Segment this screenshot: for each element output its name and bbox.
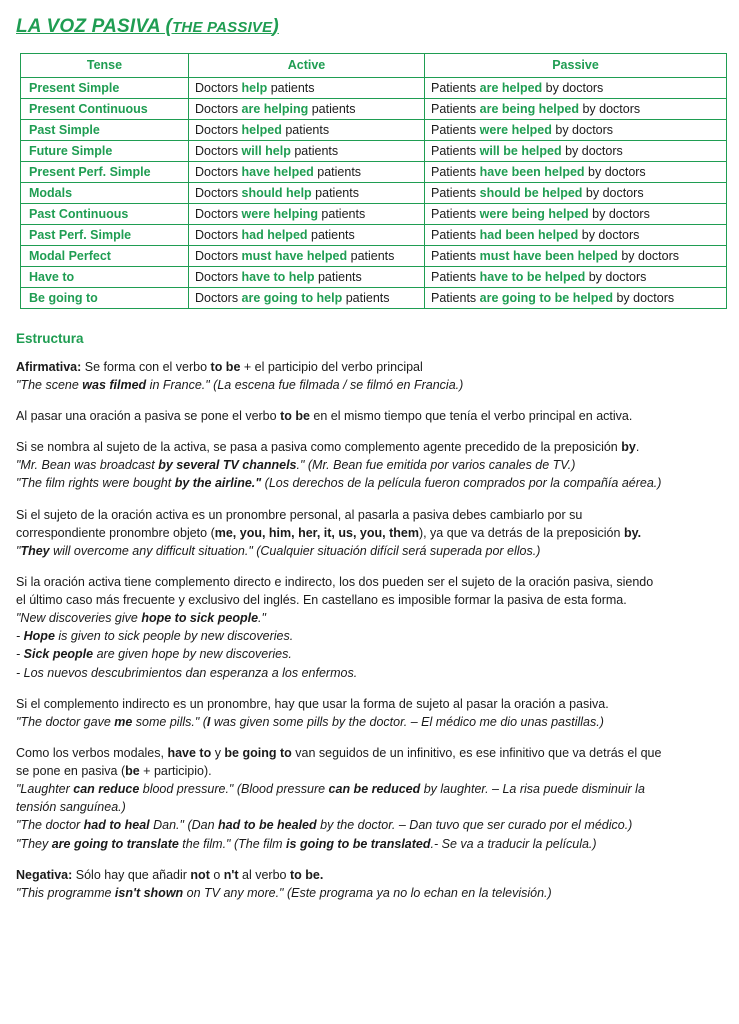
cell-active <box>189 287 425 308</box>
plain-text: by doctors <box>612 290 675 305</box>
emphasis-text: "The scene <box>16 377 83 392</box>
table-row <box>21 266 727 287</box>
plain-text: correspondiente pronombre objeto ( <box>16 525 215 540</box>
plain-text: by doctors <box>617 248 680 263</box>
plain-text: Al pasar una oración a pasiva se pone el verbo <box>16 409 281 424</box>
emphasis-text: Negativa: <box>16 867 73 882</box>
plain-text: by doctors <box>561 143 623 158</box>
plain-text: en el mismo tiempo que tenía el verbo principal en activa. <box>309 409 633 424</box>
paragraph-line <box>16 407 723 425</box>
emphasis-text: be <box>125 764 140 779</box>
paragraph-line <box>16 506 723 524</box>
emphasis-text: can be reduced <box>328 782 421 797</box>
paragraph-block-negativa <box>16 866 723 902</box>
emphasis-text: Sick people <box>23 647 94 662</box>
paragraph-line <box>16 780 723 798</box>
plain-text: by doctors <box>578 227 640 242</box>
page-title-sub: THE PASSIVE <box>172 19 273 36</box>
highlighted-verb: have to help <box>241 269 315 284</box>
paragraph-line <box>16 573 723 591</box>
plain-text: Patients <box>431 80 480 95</box>
table-row <box>21 287 727 308</box>
cell-passive <box>425 98 727 119</box>
emphasis-text: - Los nuevos descubrimientos dan esperanza a los enfermos. <box>16 665 358 680</box>
paragraph-line <box>16 609 723 627</box>
highlighted-verb: were helping <box>241 206 318 221</box>
highlighted-verb: helped <box>241 122 282 137</box>
emphasis-text: had to be healed <box>218 818 317 833</box>
cell-active <box>189 140 425 161</box>
highlighted-verb: should be helped <box>479 185 583 200</box>
plain-text: o <box>209 867 224 882</box>
plain-text: Patients <box>431 122 480 137</box>
highlighted-verb: help <box>241 80 268 95</box>
emphasis-text: - <box>16 647 24 662</box>
cell-passive <box>425 287 727 308</box>
emphasis-text: in France." (La escena fue filmada / se filmó en Francia.) <box>146 377 464 392</box>
emphasis-text: .- Se va a traducir la película.) <box>430 836 597 851</box>
emphasis-text: be going to <box>224 745 292 760</box>
plain-text: Sólo hay que añadir <box>72 867 191 882</box>
cell-passive <box>425 77 727 98</box>
emphasis-text: "Mr. Bean was broadcast <box>16 458 159 473</box>
emphasis-text: me <box>114 714 133 729</box>
plain-text: by doctors <box>584 164 646 179</box>
highlighted-verb: were being helped <box>479 206 589 221</box>
highlighted-verb: are helping <box>241 101 309 116</box>
plain-text: Doctors <box>195 206 242 221</box>
emphasis-text: n't <box>223 867 239 882</box>
plain-text: Como los verbos modales, <box>16 745 168 760</box>
highlighted-verb: must have helped <box>241 248 348 263</box>
paragraph-line <box>16 744 723 762</box>
paragraph-block-complemento-indirecto-pronombre <box>16 695 723 731</box>
highlighted-verb: are going to help <box>241 290 343 305</box>
table-row <box>21 161 727 182</box>
plain-text: y <box>211 745 225 760</box>
plain-text: patients <box>347 248 395 263</box>
paragraph-line <box>16 835 723 853</box>
cell-passive <box>425 203 727 224</box>
plain-text: patients <box>342 290 390 305</box>
emphasis-text: will overcome any difficult situation." (Cualquier situación difícil será superada por ellos.) <box>49 543 541 558</box>
plain-text: + participio). <box>139 764 212 779</box>
plain-text: Si se nombra al sujeto de la activa, se pasa a pasiva como complemento agente precedido de la preposición <box>16 440 622 455</box>
emphasis-text: "New discoveries give <box>16 611 142 626</box>
paragraph-line <box>16 645 723 663</box>
emphasis-text: "Laughter <box>16 782 74 797</box>
plain-text: Patients <box>431 164 480 179</box>
paragraph-line <box>16 474 723 492</box>
paragraph-line <box>16 438 723 456</box>
emphasis-text: Afirmativa: <box>16 359 82 374</box>
plain-text: Patients <box>431 101 480 116</box>
cell-active <box>189 245 425 266</box>
emphasis-text: me, you, him, her, it, us, you, them <box>214 525 419 540</box>
cell-tense: Future Simple <box>21 140 189 161</box>
plain-text: Si el sujeto de la oración activa es un pronombre personal, al pasarla a pasiva debes cambiarlo por su <box>16 507 583 522</box>
emphasis-text: is given to sick people by new discoveries. <box>54 629 294 644</box>
highlighted-verb: are being helped <box>479 101 579 116</box>
paragraph-line <box>16 884 723 902</box>
emphasis-text: "The film rights were bought <box>16 476 175 491</box>
plain-text: Doctors <box>195 290 242 305</box>
emphasis-text: by the doctor. – Dan tuvo que ser curado por el médico.) <box>316 818 633 833</box>
cell-tense: Have to <box>21 266 189 287</box>
emphasis-text: are given hope by new discoveries. <box>93 647 292 662</box>
table-row <box>21 98 727 119</box>
cell-active <box>189 119 425 140</box>
emphasis-text: - <box>16 629 24 644</box>
emphasis-text: Dan." (Dan <box>149 818 219 833</box>
paragraph-block-directo-indirecto <box>16 573 723 682</box>
cell-tense: Present Simple <box>21 77 189 98</box>
column-header-passive: Passive <box>425 53 727 77</box>
highlighted-verb: are going to be helped <box>479 290 613 305</box>
plain-text: Patients <box>431 227 480 242</box>
plain-text: Si la oración activa tiene complemento directo e indirecto, los dos pueden ser el sujeto de la oración pasiva, siendo <box>16 574 654 589</box>
plain-text: by doctors <box>582 185 644 200</box>
plain-text: Se forma con el verbo <box>81 359 211 374</box>
emphasis-text: by. <box>623 525 642 540</box>
section-heading-estructura: Estructura <box>16 330 84 346</box>
plain-text: patients <box>313 164 362 179</box>
paragraph-block-complemento-agente <box>16 438 723 492</box>
cell-active <box>189 77 425 98</box>
cell-tense: Present Continuous <box>21 98 189 119</box>
paragraph-line <box>16 713 723 731</box>
emphasis-text: some pills." ( <box>132 714 207 729</box>
emphasis-text: "They <box>16 836 52 851</box>
plain-text: patients <box>307 227 355 242</box>
plain-text: van seguidos de un infinitivo, es ese infinitivo que va detrás el que <box>291 745 662 760</box>
table-row <box>21 203 727 224</box>
paragraph-line <box>16 866 723 884</box>
paragraph-line <box>16 627 723 645</box>
highlighted-verb: have helped <box>241 164 314 179</box>
emphasis-text: tensión sanguínea.) <box>16 800 126 815</box>
plain-text: el último caso más frecuente y exclusivo del inglés. En castellano es imposible formar la pasiva de esta forma. <box>16 593 627 608</box>
plain-text: Si el complemento indirecto es un pronombre, hay que usar la forma de sujeto al pasar la oración a pasiva. <box>16 696 609 711</box>
paragraph-block-afirmativa <box>16 358 723 394</box>
plain-text: patients <box>317 206 366 221</box>
cell-active <box>189 224 425 245</box>
plain-text: by doctors <box>585 269 647 284</box>
highlighted-verb: should help <box>241 185 312 200</box>
plain-text: by doctors <box>551 122 614 137</box>
highlighted-verb: were helped <box>479 122 552 137</box>
cell-tense: Past Simple <box>21 119 189 140</box>
emphasis-text: "This programme <box>16 885 115 900</box>
plain-text: se pone en pasiva ( <box>16 764 126 779</box>
highlighted-verb: have been helped <box>479 164 585 179</box>
cell-active <box>189 161 425 182</box>
paragraph-line <box>16 524 723 542</box>
emphasis-text: (Los derechos de la película fueron comprados por la compañía aérea.) <box>261 476 662 491</box>
plain-text: Patients <box>431 290 480 305</box>
emphasis-text: by several TV channels <box>158 458 297 473</box>
table-row <box>21 119 727 140</box>
table-row <box>21 182 727 203</box>
paragraph-block-mismo-tiempo <box>16 407 723 425</box>
emphasis-text: is going to be translated <box>286 836 431 851</box>
page-title-main: LA VOZ PASIVA ( <box>16 16 173 37</box>
plain-text: patients <box>314 269 362 284</box>
emphasis-text: to be <box>210 359 241 374</box>
plain-text: + el participio del verbo principal <box>240 359 423 374</box>
paragraph-line <box>16 762 723 780</box>
cell-active <box>189 182 425 203</box>
emphasis-text: have to <box>167 745 212 760</box>
emphasis-text: not <box>190 867 210 882</box>
emphasis-text: blood pressure." (Blood pressure <box>139 782 329 797</box>
emphasis-text: They <box>20 543 50 558</box>
plain-text: Patients <box>431 248 480 263</box>
highlighted-verb: will be helped <box>479 143 562 158</box>
plain-text: Doctors <box>195 269 242 284</box>
highlighted-verb: must have been helped <box>479 248 618 263</box>
emphasis-text: ." <box>258 611 266 626</box>
plain-text: by doctors <box>588 206 650 221</box>
plain-text: Patients <box>431 206 480 221</box>
emphasis-text: hope to sick people <box>141 611 259 626</box>
plain-text: Doctors <box>195 248 242 263</box>
plain-text: Doctors <box>195 143 242 158</box>
emphasis-text: by <box>621 440 636 455</box>
cell-active <box>189 98 425 119</box>
plain-text: by doctors <box>578 101 641 116</box>
emphasis-text: I <box>206 714 211 729</box>
cell-tense: Past Continuous <box>21 203 189 224</box>
plain-text: ), ya que va detrás de la preposición <box>418 525 624 540</box>
plain-text: Doctors <box>195 101 242 116</box>
table-row <box>21 140 727 161</box>
table-row <box>21 77 727 98</box>
cell-tense: Modals <box>21 182 189 203</box>
cell-passive <box>425 119 727 140</box>
plain-text: . <box>635 440 640 455</box>
emphasis-text: " <box>16 543 21 558</box>
emphasis-text: had to heal <box>83 818 150 833</box>
highlighted-verb: have to be helped <box>479 269 586 284</box>
plain-text: Doctors <box>195 185 242 200</box>
plain-text: patients <box>281 122 330 137</box>
emphasis-text: "The doctor gave <box>16 714 115 729</box>
cell-passive <box>425 224 727 245</box>
emphasis-text: was filmed <box>82 377 147 392</box>
cell-passive <box>425 161 727 182</box>
paragraph-line <box>16 695 723 713</box>
cell-active <box>189 266 425 287</box>
emphasis-text: are going to translate <box>51 836 179 851</box>
emphasis-text: to be. <box>289 867 324 882</box>
estructura-content <box>16 358 723 902</box>
emphasis-text: by laughter. – La risa puede disminuir la <box>420 782 645 797</box>
plain-text: patients <box>308 101 356 116</box>
emphasis-text: the film." (The film <box>178 836 287 851</box>
cell-tense: Modal Perfect <box>21 245 189 266</box>
highlighted-verb: had been helped <box>479 227 579 242</box>
cell-tense: Past Perf. Simple <box>21 224 189 245</box>
paragraph-line <box>16 798 723 816</box>
paragraph-block-modales <box>16 744 723 853</box>
paragraph-line <box>16 358 723 376</box>
paragraph-line <box>16 591 723 609</box>
emphasis-text: on TV any more." (Este programa ya no lo echan en la televisión.) <box>183 885 552 900</box>
page-title-close: ) <box>272 16 279 37</box>
cell-tense: Present Perf. Simple <box>21 161 189 182</box>
plain-text: al verbo <box>238 867 290 882</box>
highlighted-verb: are helped <box>479 80 543 95</box>
plain-text: Patients <box>431 269 480 284</box>
page-title <box>16 16 723 39</box>
plain-text: by doctors <box>542 80 604 95</box>
plain-text: patients <box>290 143 339 158</box>
table-row <box>21 245 727 266</box>
paragraph-line <box>16 816 723 834</box>
table-header-row <box>21 53 727 77</box>
cell-passive <box>425 140 727 161</box>
table-row <box>21 224 727 245</box>
paragraph-line <box>16 664 723 682</box>
paragraph-line <box>16 456 723 474</box>
emphasis-text: isn't shown <box>114 885 184 900</box>
plain-text: Patients <box>431 185 480 200</box>
plain-text: patients <box>267 80 315 95</box>
emphasis-text: was given some pills by the doctor. – El médico me dio unas pastillas.) <box>210 714 604 729</box>
cell-tense: Be going to <box>21 287 189 308</box>
emphasis-text: "The doctor <box>16 818 84 833</box>
passive-voice-table <box>20 53 727 309</box>
cell-active <box>189 203 425 224</box>
paragraph-block-pronombres <box>16 506 723 560</box>
column-header-tense: Tense <box>21 53 189 77</box>
plain-text: Doctors <box>195 80 242 95</box>
highlighted-verb: will help <box>241 143 291 158</box>
paragraph-line <box>16 376 723 394</box>
plain-text: Doctors <box>195 164 242 179</box>
highlighted-verb: had helped <box>241 227 308 242</box>
cell-passive <box>425 266 727 287</box>
plain-text: patients <box>311 185 359 200</box>
plain-text: Patients <box>431 143 480 158</box>
plain-text: Doctors <box>195 122 242 137</box>
column-header-active: Active <box>189 53 425 77</box>
cell-passive <box>425 245 727 266</box>
cell-passive <box>425 182 727 203</box>
emphasis-text: by the airline." <box>174 476 262 491</box>
emphasis-text: to be <box>280 409 310 424</box>
emphasis-text: ." (Mr. Bean fue emitida por varios canales de TV.) <box>296 458 576 473</box>
emphasis-text: can reduce <box>73 782 140 797</box>
plain-text: Doctors <box>195 227 242 242</box>
emphasis-text: Hope <box>23 629 55 644</box>
paragraph-line <box>16 542 723 560</box>
